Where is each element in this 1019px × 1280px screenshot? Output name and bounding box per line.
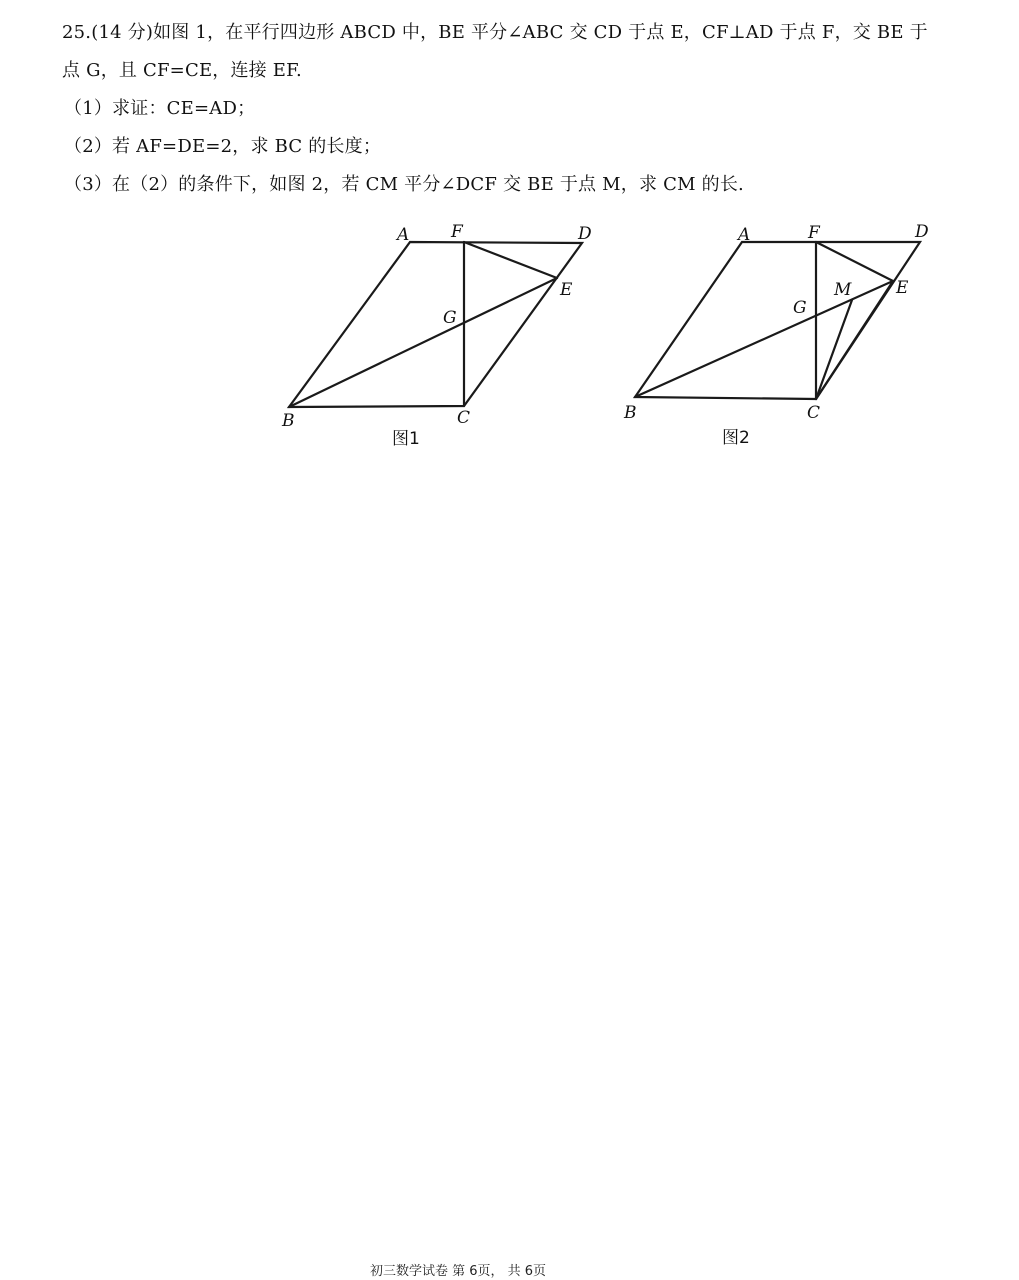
figure2-segment-cm [816,300,852,399]
figure2-label-a: A [738,225,751,245]
figure2-segment-ce [816,281,893,399]
figure2-label-m: M [834,280,852,300]
figure2-label-f: F [808,223,820,243]
question-stem-line-1: 25.(14 分)如图 1，在平行四边形 ABCD 中，BE 平分∠ABC 交 CD 于点 E，CF⊥AD 于点 F，交 BE 于 [62,22,928,43]
figure2-label-d: D [915,222,929,242]
figure2-parallelogram-abcd [635,242,920,399]
page-footer: 初三数学试卷 第 6页， 共 6页 [369,1264,547,1279]
figure2-label-g: G [793,298,807,318]
figure2-segment-be [635,281,893,397]
figure2-caption: 图2 [722,428,750,448]
figure2-label-b: B [624,403,637,423]
question-part-2: （2）若 AF=DE=2，求 BC 的长度； [64,136,382,157]
figure1-label-d: D [578,224,592,244]
question-part-1: （1）求证：CE=AD； [64,98,256,119]
figure2-label-e: E [896,278,909,298]
figure1-caption: 图1 [392,429,420,449]
figure1-label-g: G [443,308,457,328]
figure1-segment-ef [464,242,557,278]
question-part-3: （3）在（2）的条件下，如图 2，若 CM 平分∠DCF 交 BE 于点 M，求 CM 的长. [64,174,744,195]
question-25 [62,14,962,204]
figure1-label-a: A [397,225,410,245]
figure1-label-e: E [560,280,573,300]
figure1-parallelogram-abcd [289,242,582,407]
figure2-segment-ef [816,242,893,281]
figure-2 [623,222,929,448]
figure1-label-c: C [457,408,471,428]
figure1-label-b: B [282,411,295,431]
figure2-label-c: C [807,403,821,423]
figure-1 [281,222,592,449]
figure1-label-f: F [451,222,463,242]
question-stem-line-2: 点 G，且 CF=CE，连接 EF. [62,60,302,81]
figure1-segment-be [289,278,557,407]
